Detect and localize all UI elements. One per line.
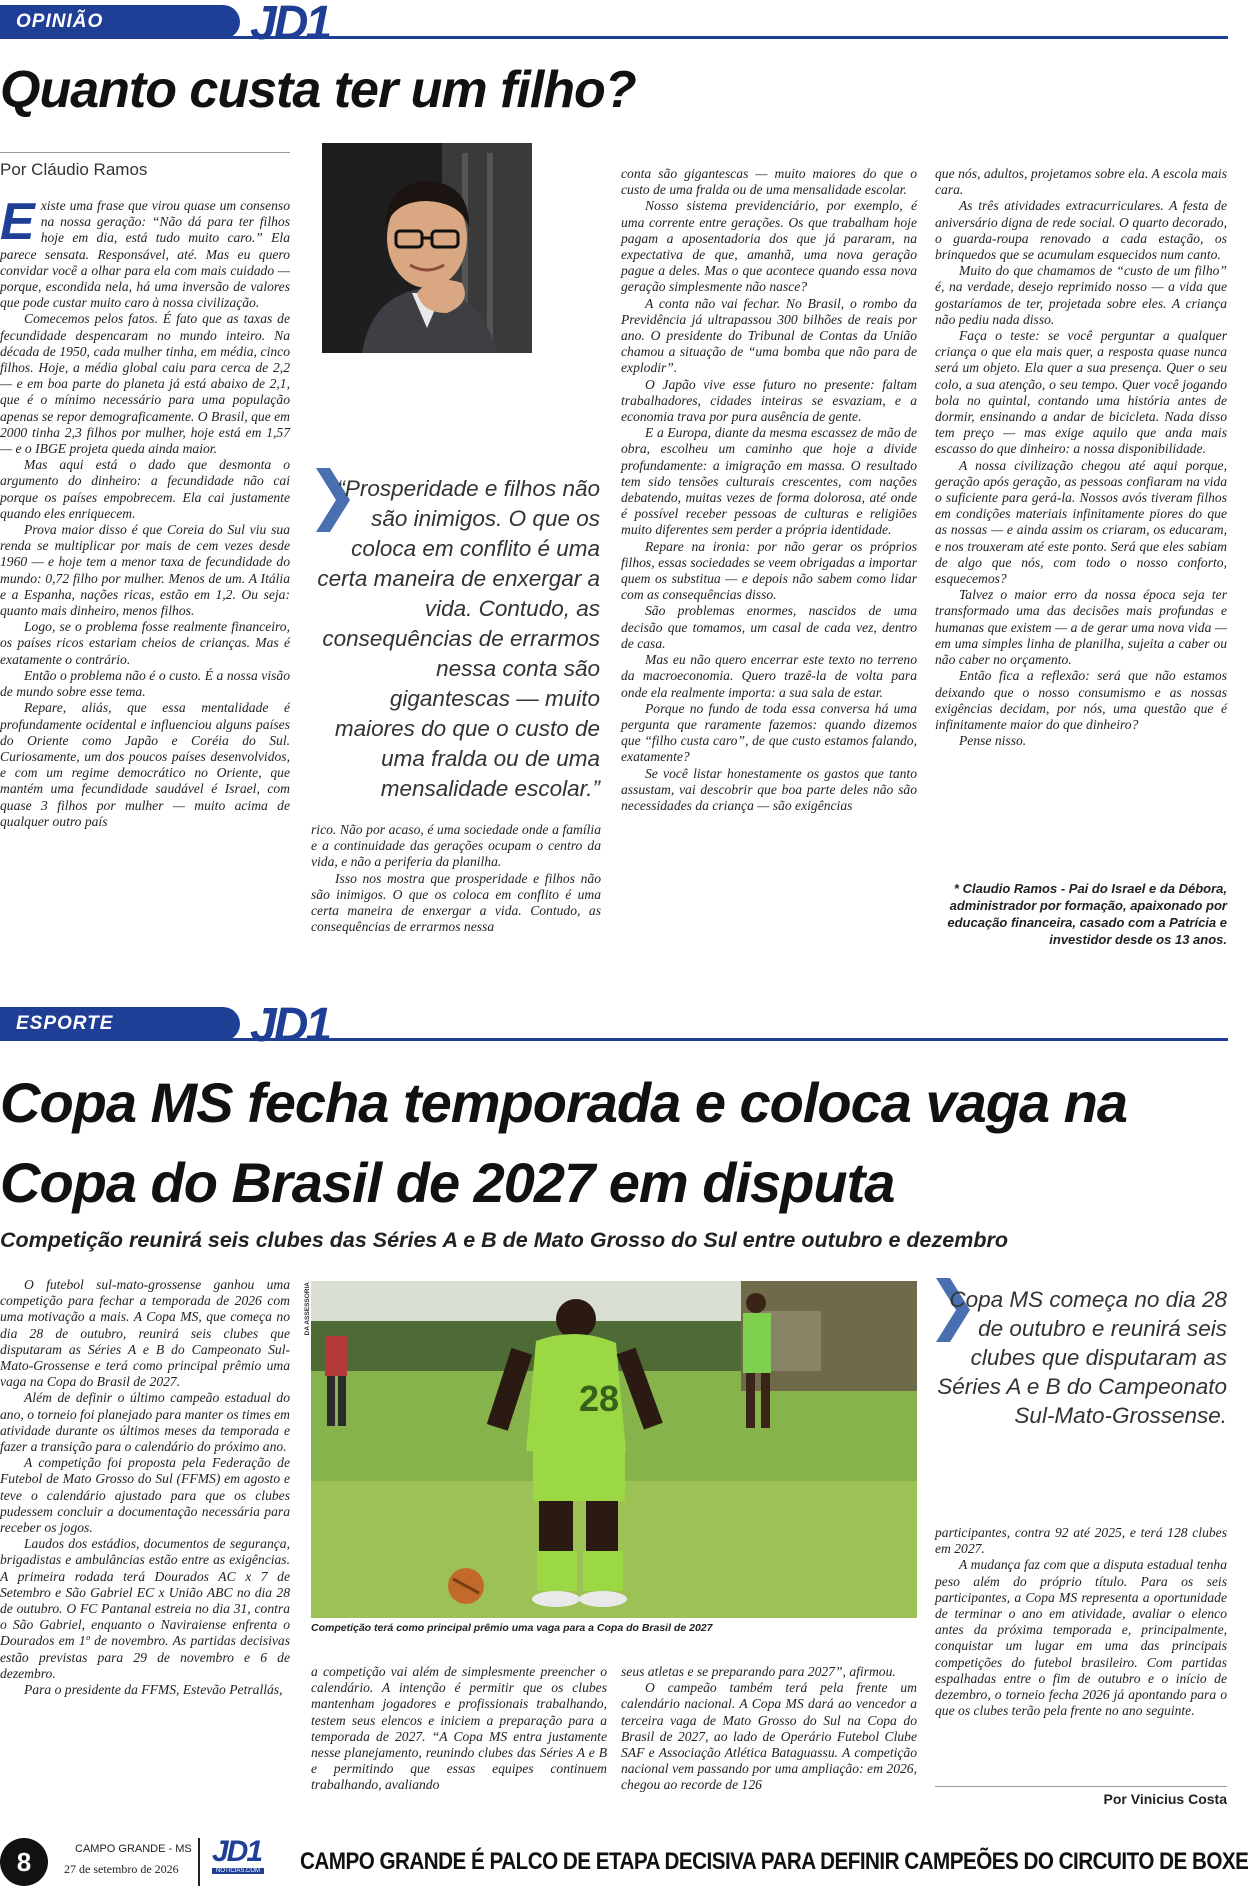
byline-rule bbox=[0, 152, 290, 153]
paragraph: Pense nisso. bbox=[959, 733, 1027, 749]
pull-quote: “Prosperidade e filhos não são inimigos. O que os coloca em conflito é uma certa maneira de enxergar a vida. Contudo, as consequências de errarmos nessa conta são gigantescas — muito maiores do que o custo de uma fralda ou de uma mensalidade escolar.” bbox=[317, 476, 600, 801]
article-column-2 bbox=[311, 822, 601, 935]
article-title-line-1: Copa MS fecha temporada e coloca vaga na bbox=[0, 1071, 1128, 1134]
paragraph: A competição foi proposta pela Federação de Futebol de Mato Grosso do Sul (FFMS) em agosto e teve o calendário ajustado para que os clubes pudessem concluir a documentação necessária para receber os jogos. bbox=[0, 1455, 290, 1536]
page-number-badge: 8 bbox=[0, 1838, 48, 1886]
paragraph: O futebol sul-mato-grossense ganhou uma competição para fechar a temporada de 2026 com uma motivação a mais. A Copa MS, que começa no dia 28 de outubro, reunirá seis clubes que disputaram as Séries A e B do Campeonato Sul-Mato-Grossense e terá como principal prêmio uma vaga na Copa do Brasil de 2027. bbox=[0, 1277, 290, 1390]
byline: Por Cláudio Ramos bbox=[0, 160, 148, 179]
article-column-3 bbox=[621, 1664, 917, 1794]
paragraph: Mas eu não quero encerrar este texto no terreno da macroeconomia. Quero trazê-la de volta para onde ela realmente importa: a sua sala de estar. bbox=[621, 652, 917, 700]
article-title: Quanto custa ter um filho? bbox=[0, 61, 636, 119]
footer-teaser-headline: CAMPO GRANDE É PALCO DE ETAPA DECISIVA PARA DEFINIR CAMPEÕES DO CIRCUITO DE BOXE bbox=[300, 1848, 1248, 1875]
paragraph: participantes, contra 92 até 2025, e terá 128 clubes em 2027. bbox=[935, 1525, 1227, 1557]
footer-logo bbox=[212, 1836, 270, 1886]
article-subtitle: Competição reunirá seis clubes das Séries A e B de Mato Grosso do Sul entre outubro e dezembro bbox=[0, 1228, 1008, 1252]
paragraph: Talvez o maior erro da nossa época seja ter transformado uma das decisões mais profundas e humanas que existem — a de gerar uma nova vida — em uma simples linha de planilha, sujeita a caber ou não caber no orçamento. bbox=[935, 587, 1227, 668]
svg-text:28: 28 bbox=[579, 1378, 620, 1419]
jd1-logo: JD1 bbox=[250, 999, 330, 1052]
paragraph: Então o problema não é o custo. É a nossa visão de mundo sobre esse tema. bbox=[0, 667, 290, 700]
paragraph: Para o presidente da FFMS, Estevão Petrallás, bbox=[24, 1682, 283, 1698]
soccer-photo bbox=[311, 1281, 917, 1618]
paragraph: Mas aqui está o dado que desmonta o argumento do dinheiro: a fecundidade não cai porque os países empobrecem. Ela cai justamente quando eles enriquecem. bbox=[0, 457, 290, 521]
paragraph: Se você listar honestamente os gastos que tanto assustam, vai descobrir que boa parte deles não são necessidades da criança — são exigências bbox=[621, 765, 917, 813]
article-column-1 bbox=[0, 193, 290, 829]
paragraph: Comecemos pelos fatos. É fato que as taxas de fecundidade despencaram no mundo inteiro. Na década de 1950, cada mulher tinha, em média, cinco filhos. Hoje, a média global caiu para cerca de 2,2 — e em boa parte do planeta já está abaixo de 2,1, que é o mínimo necessário para uma população apenas se repor demograficamente. O Brasil, que em 2000 tinha 2,3 filhos por mulher, hoje está em 1,57 — e o IBGE projeta queda ainda maior. bbox=[0, 311, 290, 457]
paragraph: rico. Não por acaso, é uma sociedade onde a família e a continuidade das gerações ocupam o centro da vida, e não a periferia da planilha. bbox=[311, 822, 601, 870]
soccer-training-illustration bbox=[311, 1281, 917, 1618]
paragraph: Faça o teste: se você perguntar a qualquer criança o que ela mais quer, a resposta quase nunca será um objeto. Ela quer a sua presença. Quer o seu colo, a sua atenção, o seu tempo. Quer você jogando bola no quintal, contando uma história antes de dormir, ensinando a andar de bicicleta. Nada disso tem preço — mas exige aquilo que anda mais escasso do que dinheiro: a nossa disponibilidade. bbox=[935, 328, 1227, 457]
author-portrait-illustration bbox=[322, 143, 532, 353]
photo-credit: DA ASSESSORIA bbox=[304, 1282, 311, 1336]
article-column-4 bbox=[935, 1525, 1227, 1719]
article-column-4 bbox=[935, 166, 1227, 876]
paragraph: xiste uma frase que virou quase um consenso na nossa geração: “Não dá para ter filhos hoje em dia, está tudo muito caro.” Ela parece sensata. Responsável, até. Mas eu quero convidar você a olhar para ela com mais cuidado — porque, escondida nela, há uma inversão de valores que pode custar muito caro à nossa civilização. bbox=[0, 198, 290, 311]
paragraph: Laudos dos estádios, documentos de segurança, brigadistas e ambulâncias estão entre as exigências. A primeira rodada terá Dourados AC x 7 de Setembro e São Gabriel EC x União ABC no dia 28 de outubro. O FC Pantanal estreia no dia 31, contra o São Gabriel, enquanto o Naviraiense enfrenta o Dourados em 1º de novembro. As partidas decisivas estão previstas para 29 de novembro e 6 de dezembro. bbox=[0, 1536, 290, 1681]
paragraph: E a Europa, diante da mesma escassez de mão de obra, escolheu um caminho que hoje a divide profundamente: a imigração em massa. O resultado tem sido tensões culturais crescentes, com nações debatendo, muitas vezes de forma dolorosa, até onde é possível receber pessoas de culturas e religiões muito diferentes sem perder a própria identidade. bbox=[621, 425, 917, 538]
author-note: * Claudio Ramos - Pai do Israel e da Débora, administrador por formação, apaixonado por educação financeira, casado com a Patrícia e investidor desde os 13 anos. bbox=[947, 881, 1227, 947]
paragraph: Logo, se o problema fosse realmente financeiro, os países ricos estariam cheios de crianças. Mas é exatamente o contrário. bbox=[0, 619, 290, 667]
section-tab-opiniao: OPINIÃO bbox=[0, 5, 240, 39]
paragraph: Repare, aliás, que essa mentalidade é profundamente ocidental e influenciou alguns países do Oriente como Japão e Coréia do Sul. Curiosamente, um dos poucos países desenvolvidos, e com um regime democrático no Oriente, que mantém uma fecundidade saudável é Israel, com quase 3 filhos por mulher — muito acima de qualquer outro país bbox=[0, 700, 290, 829]
paragraph: Muito do que chamamos de “custo de um filho” é, na verdade, desejo reprimido nosso — a vida que gostaríamos de ter, projetada sobre eles. A criança não pediu nada disso. bbox=[935, 263, 1227, 327]
footer-logo-mark: JD1 bbox=[212, 1835, 262, 1868]
drop-cap: E bbox=[0, 193, 35, 251]
footer-divider bbox=[198, 1838, 200, 1886]
paragraph: Nosso sistema previdenciário, por exemplo, é uma corrente entre gerações. Os que trabalham hoje pagam a aposentadoria dos que já pararam, na expectativa de que, amanhã, uma nova geração pague a deles. Mas o que acontece quando essa nova geração simplesmente não nasce? bbox=[621, 198, 917, 295]
footer-logo-sub: NOTÍCIAS.COM bbox=[212, 1868, 264, 1874]
byline: Por Vinicius Costa bbox=[1103, 1791, 1227, 1807]
byline-rule bbox=[935, 1786, 1227, 1787]
paragraph: Além de definir o último campeão estadual do ano, o torneio foi planejado para manter os times em atividade durante os últimos meses da temporada e fazer a transição para o calendário do próximo ano. bbox=[0, 1390, 290, 1455]
paragraph: conta são gigantescas — muito maiores do que o custo de uma fralda ou de uma mensalidade escolar. bbox=[621, 166, 917, 198]
paragraph: São problemas enormes, nascidos de uma decisão que tomamos, um casal de cada vez, dentro de casa. bbox=[621, 603, 917, 651]
paragraph: O Japão vive esse futuro no presente: faltam trabalhadores, cidades inteiras se esvaziam, e a economia trava por pura ausência de gente. bbox=[621, 376, 917, 425]
paragraph: A mudança faz com que a disputa estadual tenha peso além do próprio título. Para os seis participantes, a Copa MS representa a oportunidade de terminar o ano em atividade, avaliar o elenco antes da próxima temporada e, principalmente, conquistar um lugar em uma das principais competições do futebol brasileiro. Com partidas espalhadas entre o fim de outubro e o início de dezembro, o torneio fecha 2026 já apontando para o que os clubes terão pela frente no ano seguinte. bbox=[935, 1557, 1227, 1719]
paragraph: Repare na ironia: por não gerar os próprios filhos, essas sociedades se veem obrigadas a importar quem os substitua — e depois não sabem como lidar com as consequências disso. bbox=[621, 538, 917, 603]
paragraph: A conta não vai fechar. No Brasil, o rombo da Previdência já ultrapassou 300 bilhões de reais por ano. O presidente do Tribunal de Contas da União chamou a situação de “uma bomba que não para de explodir”. bbox=[621, 295, 917, 376]
pull-quote: Copa MS começa no dia 28 de outubro e reunirá seis clubes que disputaram as Séries A e B do Campeonato Sul-Mato-Grossense. bbox=[937, 1287, 1227, 1428]
paragraph: Isso nos mostra que prosperidade e filhos não são inimigos. O que os coloca em conflito é uma certa maneira de enxergar a vida. Contudo, as consequências de errarmos nessa bbox=[311, 870, 601, 935]
paragraph: seus atletas e se preparando para 2027”, afirmou. bbox=[621, 1664, 896, 1679]
paragraph: As três atividades extracurriculares. A festa de aniversário digna de rede social. O quarto decorado, o guarda-roupa renovado a cada estação, os brinquedos que se acumulam esquecidos num canto. bbox=[935, 198, 1227, 263]
paragraph: Prova maior disso é que Coreia do Sul viu sua renda se multiplicar por mais de cem vezes desde 1960 — e hoje tem a menor taxa de fecundidade do mundo: 0,72 filho por mulher. Menos de um. A Itália e a Espanha, nações ricas, estão em 1,2. Ou seja: quanto mais dinheiro, menos filhos. bbox=[0, 522, 290, 619]
paragraph: Então fica a reflexão: será que não estamos deixando que o nosso consumismo e as nossas exigências decidam, por nós, uma questão que é infinitamente maior do que dinheiro? bbox=[935, 668, 1227, 732]
article-title-line-2: Copa do Brasil de 2027 em disputa bbox=[0, 1151, 895, 1214]
paragraph: O campeão também terá pela frente um calendário nacional. A Copa MS dará ao vencedor a terceira vaga de Mato Grosso do Sul na Copa do Brasil de 2027, ao lado de Operário Futebol Clube SAF e Associação Atlética Bataguassu. A competição nacional vem passando por uma ampliação: em 2026, chegou ao recorde de 126 bbox=[621, 1680, 917, 1793]
footer-date: 27 de setembro de 2026 bbox=[64, 1862, 179, 1876]
footer-city: CAMPO GRANDE - MS bbox=[75, 1843, 192, 1855]
paragraph: A nossa civilização chegou até aqui porque, geração após geração, as pessoas confiaram na vida o suficiente para gerá-la. Nossos avós tiveram filhos em condições materiais infinitamente piores do que as nossas — e ainda assim os criaram, os educaram, e nos trouxeram até este ponto. Será que eles sabiam de algo que nós, com todo o nosso conforto, esquecemos? bbox=[935, 457, 1227, 587]
jd1-logo: JD1 bbox=[250, 0, 330, 50]
author-photo bbox=[322, 143, 532, 353]
article-column-1 bbox=[0, 1277, 290, 1797]
section-tab-esporte: ESPORTE bbox=[0, 1007, 240, 1041]
paragraph: a competição vai além de simplesmente preencher o calendário. A intenção é permitir que os clubes mantenham jogadores e profissionais trabalhando, testem seus elencos e iniciem a preparação para a temporada de 2027. “A Copa MS entra justamente nesse planejamento, reunindo clubes das Séries A e B e permitindo que essas equipes continuem trabalhando, avaliando bbox=[311, 1664, 607, 1793]
paragraph: que nós, adultos, projetamos sobre ela. A escola mais cara. bbox=[935, 166, 1227, 198]
article-column-3 bbox=[621, 166, 917, 962]
article-column-2 bbox=[311, 1664, 607, 1794]
paragraph: Porque no fundo de toda essa conversa há uma pergunta que raramente fazemos: quando dizemos que “filho custa caro”, de que custo estamos falando, exatamente? bbox=[621, 700, 917, 765]
photo-caption: Competição terá como principal prêmio uma vaga para a Copa do Brasil de 2027 bbox=[311, 1622, 713, 1634]
